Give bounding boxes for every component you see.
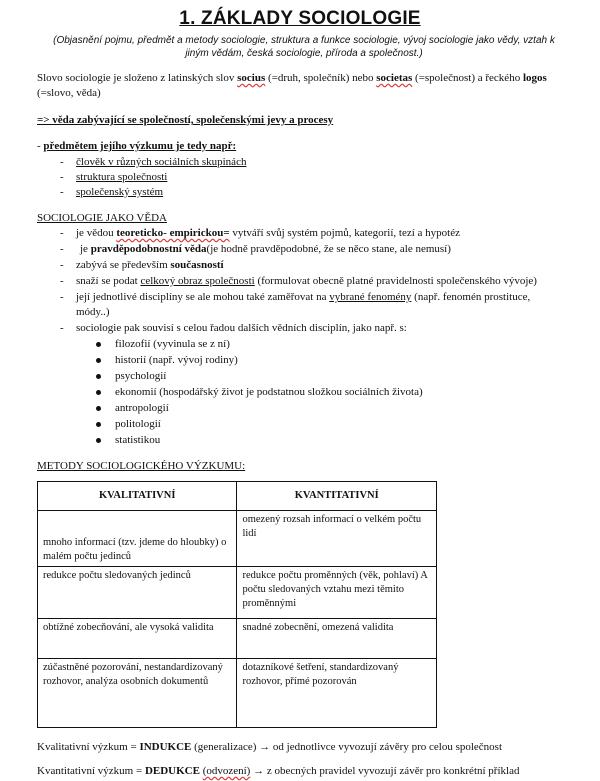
science-line-3-term: současností: [170, 259, 224, 271]
table-cell-qualitative: mnoho informací (tzv. jdeme do hloubky) o malém počtu jedinců: [38, 511, 237, 567]
science-line-4-c: (formulovat obecně platné pravidelnosti společenského vývoje): [257, 275, 537, 287]
science-line-5-c: (např. fenomén prostituce,: [414, 291, 531, 303]
related-discipline: psychologií: [115, 370, 167, 382]
subject-heading: [37, 139, 236, 154]
qualitative-summary-c: (generalizace) → od jednotlivce vyvozují závěry pro celou společnost: [194, 741, 503, 753]
table-cell-qualitative: obtížné zobecňování, ale vysoká validita: [38, 619, 237, 659]
bullet-dot: [96, 358, 101, 363]
dash-marker: -: [60, 291, 64, 303]
table-row: [38, 567, 437, 619]
dash-marker: -: [60, 275, 64, 287]
induction-term: INDUKCE: [139, 741, 192, 753]
subject-heading-dash: -: [37, 140, 44, 152]
quantitative-summary-d: → z obecných pravidel vyvozují závěr pro konkrétní příklad: [253, 765, 520, 777]
related-discipline: ekonomií (hospodářský život je podstatnou složkou sociálních života): [115, 386, 423, 398]
intro-paragraph: [37, 71, 567, 101]
intro-text-1: Slovo sociologie je složeno z latinských slov: [37, 72, 235, 84]
science-line-3: [76, 258, 224, 273]
science-definition: => věda zabývající se společností, společenskými jevy a procesy: [37, 114, 334, 126]
table-row: [38, 619, 437, 659]
intro-text-4: (=slovo, věda): [37, 87, 101, 99]
table-header-row: [38, 482, 437, 511]
page-subtitle: (Objasnění pojmu, předmět a metody sociologie, struktura a funkce sociologie, vývoj sociologie jako vědy, vztah k jiným vědám, česká sociologie, příroda a společnost.): [53, 35, 555, 59]
science-line-4: [76, 274, 537, 289]
bullet-dot: [96, 422, 101, 427]
dash-marker: -: [60, 259, 64, 271]
methods-table: [37, 481, 437, 728]
methods-heading: METODY SOCIOLOGICKÉHO VÝZKUMU:: [37, 460, 246, 472]
deduction-gloss: (odvození): [202, 765, 251, 777]
qualitative-summary: [37, 740, 502, 755]
science-line-2-a: je: [80, 243, 88, 255]
science-line-1-c: vytváří svůj systém pojmů, kategorií, tezí a hypotéz: [232, 227, 460, 239]
table-row: [38, 511, 437, 567]
science-line-2-c: (je hodně pravděpodobné, že se něco stane, ale nemusí): [206, 243, 451, 255]
subject-item: společenský systém: [76, 186, 164, 198]
dash-marker: -: [60, 186, 64, 198]
column-header-qualitative: KVALITATIVNÍ: [38, 482, 237, 511]
dash-marker: -: [60, 171, 64, 183]
table-cell-quantitative: redukce počtu proměnných (věk, pohlaví) A počtu sledovaných vztahu mezi těmito proměnnými: [237, 567, 437, 619]
bullet-dot: [96, 374, 101, 379]
related-discipline: historií (např. vývoj rodiny): [115, 354, 238, 366]
qualitative-summary-a: Kvalitativní výzkum =: [37, 741, 137, 753]
science-line-2-term: pravděpodobnostní věda: [90, 243, 207, 255]
science-line-5-term: vybrané fenomény: [329, 291, 412, 303]
science-line-5: [76, 290, 530, 305]
bullet-dot: [96, 390, 101, 395]
table-row: [38, 659, 437, 728]
term-societas: societas: [376, 72, 413, 84]
table-cell-quantitative: snadné zobecnění, omezená validita: [237, 619, 437, 659]
science-line-1-term: teoreticko- empirickou=: [116, 227, 230, 239]
subject-item: struktura společnosti: [76, 171, 168, 183]
related-discipline: antropologií: [115, 402, 169, 414]
quantitative-summary: [37, 764, 519, 779]
dash-marker: -: [60, 322, 64, 334]
dash-marker: -: [60, 243, 64, 255]
table-cell-qualitative: redukce počtu sledovaných jedinců: [38, 567, 237, 619]
science-line-4-term: celkový obraz společnosti: [140, 275, 255, 287]
column-header-quantitative: KVANTITATIVNÍ: [237, 482, 437, 511]
term-socius: socius: [237, 72, 266, 84]
intro-text-2: (=druh, společník) nebo: [268, 72, 374, 84]
science-section-heading: SOCIOLOGIE JAKO VĚDA: [37, 212, 167, 224]
subject-heading-text: předmětem jejího výzkumu je tedy např:: [43, 140, 237, 152]
science-line-2: [80, 242, 451, 257]
related-discipline: filozofií (vyvinula se z ní): [115, 338, 230, 350]
bullet-dot: [96, 406, 101, 411]
quantitative-summary-a: Kvantitativní výzkum =: [37, 765, 143, 777]
related-discipline: statistikou: [115, 434, 161, 446]
science-line-3-a: zabývá se především: [76, 259, 168, 271]
table-cell-quantitative: dotazníkové šetření, standardizovaný rozhovor, přímé pozorován: [237, 659, 437, 728]
dash-marker: -: [60, 227, 64, 239]
related-discipline: politologií: [115, 418, 161, 430]
science-line-1: [76, 226, 460, 241]
table-cell-qualitative: zúčastněné pozorování, nestandardizovaný rozhovor, analýza osobních dokumentů: [38, 659, 237, 728]
dash-marker: -: [60, 156, 64, 168]
term-logos: logos: [522, 72, 547, 84]
bullet-dot: [96, 438, 101, 443]
science-line-4-a: snaží se podat: [76, 275, 138, 287]
table-cell-quantitative: omezený rozsah informací o velkém počtu lidí: [237, 511, 437, 567]
science-line-5-a: její jednotlivé disciplíny se ale mohou také zaměřovat na: [76, 291, 327, 303]
science-line-5-cont: módy..): [76, 306, 110, 318]
science-line-1-a: je vědou: [76, 227, 114, 239]
subject-item: člověk v různých sociálních skupinách: [76, 156, 247, 168]
intro-text-3: (=společnost) a řeckého: [415, 72, 521, 84]
science-line-6: sociologie pak souvisí s celou řadou dalších vědních disciplín, jako např. s:: [76, 322, 407, 334]
deduction-term: DEDUKCE: [144, 765, 200, 777]
bullet-dot: [96, 342, 101, 347]
page-title: 1. ZÁKLADY SOCIOLOGIE: [179, 8, 421, 29]
